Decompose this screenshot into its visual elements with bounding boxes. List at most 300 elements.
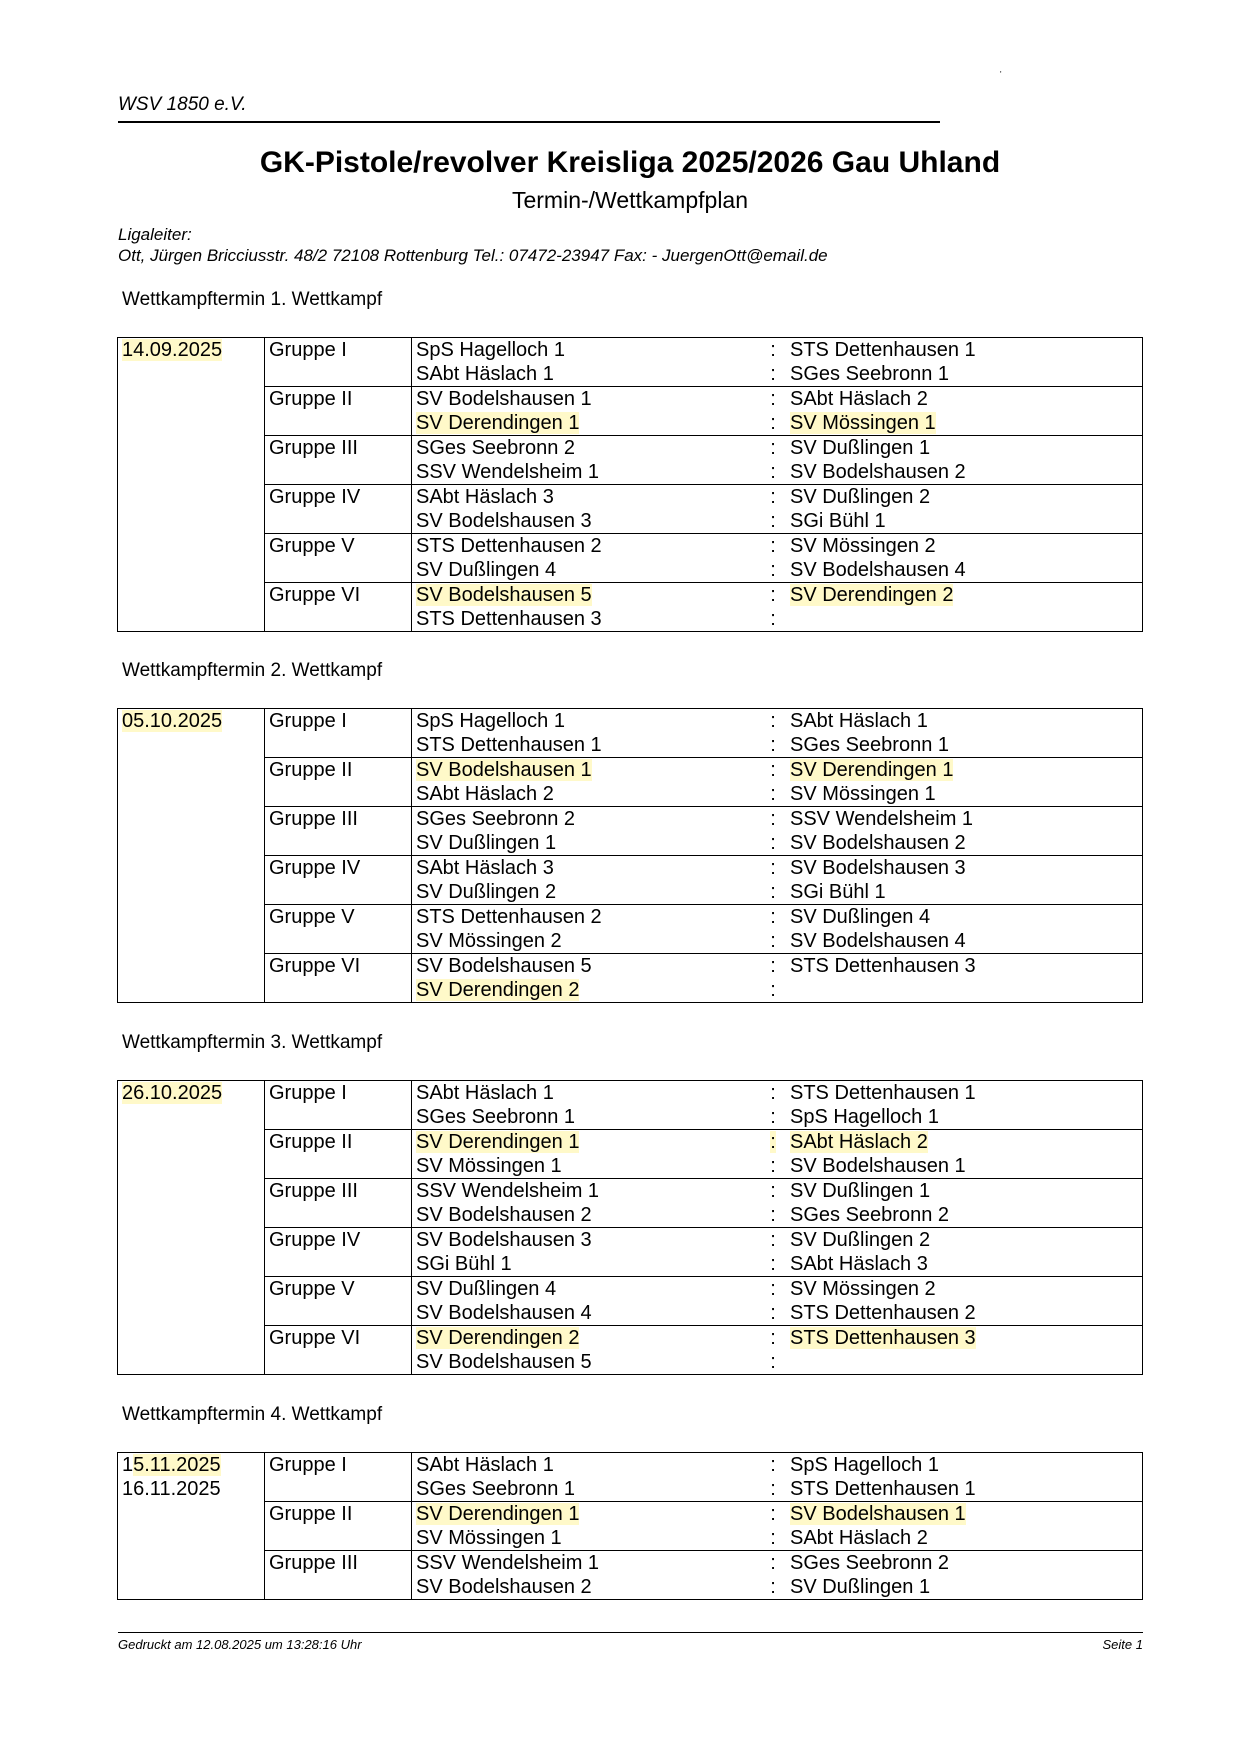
home-team-text: SAbt Häslach 2 <box>416 783 554 805</box>
group-name-text: Gruppe IV <box>269 857 361 879</box>
round-heading: Wettkampftermin 4. Wettkampf <box>122 1404 383 1425</box>
group-name <box>265 1228 412 1253</box>
table-row <box>118 362 1143 387</box>
match-separator-text: : <box>770 608 776 630</box>
table-row <box>118 1154 1143 1179</box>
group-name <box>265 856 412 881</box>
group-name <box>265 880 412 905</box>
table-row <box>118 1575 1143 1600</box>
match-separator <box>760 558 786 583</box>
home-team-text: SV Bodelshausen 2 <box>416 1576 592 1598</box>
table-row <box>118 1130 1143 1155</box>
away-team-text: STS Dettenhausen 3 <box>790 1327 976 1349</box>
table-row <box>118 1203 1143 1228</box>
away-team <box>786 905 1143 930</box>
match-date <box>118 709 265 1003</box>
group-name <box>265 978 412 1003</box>
away-team <box>786 1154 1143 1179</box>
away-team-text: SAbt Häslach 2 <box>790 388 928 410</box>
header-rule <box>118 121 940 123</box>
match-separator <box>760 856 786 881</box>
match-separator-text: : <box>770 1503 776 1525</box>
home-team-text: SV Dußlingen 1 <box>416 832 557 854</box>
date-text-highlight: 05.10.2025 <box>122 710 223 732</box>
home-team-text: SV Bodelshausen 5 <box>416 955 592 977</box>
group-name <box>265 509 412 534</box>
match-separator <box>760 1105 786 1130</box>
match-separator-text: : <box>770 808 776 830</box>
table-row <box>118 1551 1143 1576</box>
table-row <box>118 583 1143 608</box>
table-row <box>118 436 1143 461</box>
group-name-text: Gruppe III <box>269 437 358 459</box>
home-team <box>412 1301 761 1326</box>
home-team-text: SV Bodelshausen 5 <box>416 1351 592 1373</box>
away-team <box>786 411 1143 436</box>
match-separator <box>760 954 786 979</box>
home-team-text: SAbt Häslach 1 <box>416 1082 554 1104</box>
date-text-highlight: 5.11.2025 <box>133 1454 221 1476</box>
away-team <box>786 607 1143 632</box>
match-separator-text: : <box>770 1155 776 1177</box>
home-team <box>412 558 761 583</box>
table-row <box>118 485 1143 510</box>
schedule-table <box>117 1080 1143 1375</box>
away-team <box>786 1228 1143 1253</box>
home-team-text: SSV Wendelsheim 1 <box>416 1552 600 1574</box>
home-team-text: SGi Bühl 1 <box>416 1253 512 1275</box>
group-name-text: Gruppe V <box>269 906 355 928</box>
home-team-text: SAbt Häslach 3 <box>416 857 554 879</box>
match-separator <box>760 978 786 1003</box>
home-team <box>412 1326 761 1351</box>
match-separator-text: : <box>770 832 776 854</box>
group-name <box>265 1575 412 1600</box>
home-team <box>412 905 761 930</box>
away-team-text: SAbt Häslach 1 <box>790 710 928 732</box>
match-separator-text: : <box>770 1180 776 1202</box>
away-team-text: STS Dettenhausen 3 <box>790 955 976 977</box>
away-team <box>786 509 1143 534</box>
match-separator-text: : <box>770 1229 776 1251</box>
away-team <box>786 338 1143 363</box>
match-separator-text: : <box>770 979 776 1001</box>
group-name <box>265 1477 412 1502</box>
away-team <box>786 1179 1143 1204</box>
home-team-text: SGes Seebronn 1 <box>416 1106 575 1128</box>
away-team-text: SV Dußlingen 1 <box>790 1180 931 1202</box>
away-team <box>786 485 1143 510</box>
home-team <box>412 509 761 534</box>
away-team-text: SV Mössingen 2 <box>790 535 936 557</box>
home-team-text: SAbt Häslach 3 <box>416 486 554 508</box>
group-name <box>265 1081 412 1106</box>
home-team <box>412 1081 761 1106</box>
home-team <box>412 954 761 979</box>
away-team <box>786 558 1143 583</box>
table-row <box>118 1252 1143 1277</box>
match-separator <box>760 733 786 758</box>
home-team-text: STS Dettenhausen 2 <box>416 906 602 928</box>
round-heading: Wettkampftermin 3. Wettkampf <box>122 1032 383 1053</box>
group-name-text: Gruppe I <box>269 1454 347 1476</box>
match-separator-text: : <box>770 363 776 385</box>
match-separator-text: : <box>770 1302 776 1324</box>
home-team <box>412 534 761 559</box>
match-separator <box>760 362 786 387</box>
away-team-text: SV Dußlingen 1 <box>790 437 931 459</box>
match-date <box>118 338 265 632</box>
home-team <box>412 856 761 881</box>
group-name <box>265 1277 412 1302</box>
match-separator-text: : <box>770 510 776 532</box>
group-name <box>265 905 412 930</box>
away-team <box>786 709 1143 734</box>
table-row <box>118 856 1143 881</box>
away-team <box>786 362 1143 387</box>
away-team-text: SGes Seebronn 1 <box>790 363 949 385</box>
group-name <box>265 534 412 559</box>
away-team-text: SGes Seebronn 2 <box>790 1552 949 1574</box>
home-team <box>412 733 761 758</box>
footer-rule <box>118 1632 1143 1633</box>
home-team <box>412 460 761 485</box>
away-team <box>786 856 1143 881</box>
home-team <box>412 1453 761 1478</box>
match-separator-text: : <box>770 1131 776 1153</box>
match-separator <box>760 460 786 485</box>
table-row <box>118 929 1143 954</box>
home-team-text: SV Mössingen 1 <box>416 1527 562 1549</box>
match-separator <box>760 1526 786 1551</box>
group-name <box>265 338 412 363</box>
group-name <box>265 733 412 758</box>
match-separator <box>760 1179 786 1204</box>
home-team-text: SV Bodelshausen 2 <box>416 1204 592 1226</box>
group-name-text: Gruppe II <box>269 388 353 410</box>
home-team <box>412 1277 761 1302</box>
table-row <box>118 1526 1143 1551</box>
table-row <box>118 1301 1143 1326</box>
match-separator <box>760 1477 786 1502</box>
match-separator <box>760 338 786 363</box>
group-name <box>265 1350 412 1375</box>
home-team <box>412 929 761 954</box>
group-name <box>265 709 412 734</box>
home-team-text: SV Derendingen 1 <box>416 1503 580 1525</box>
schedule-table <box>117 1452 1143 1600</box>
table-row <box>118 758 1143 783</box>
away-team-text: SV Bodelshausen 1 <box>790 1503 966 1525</box>
group-name <box>265 1453 412 1478</box>
match-separator <box>760 583 786 608</box>
group-name-text: Gruppe II <box>269 1131 353 1153</box>
date-line <box>122 1081 264 1105</box>
away-team-text: SpS Hagelloch 1 <box>790 1106 939 1128</box>
match-separator <box>760 1130 786 1155</box>
away-team-text: SV Bodelshausen 1 <box>790 1155 966 1177</box>
table-row <box>118 1228 1143 1253</box>
table-row <box>118 978 1143 1003</box>
match-separator-text: : <box>770 1204 776 1226</box>
away-team-text: SV Bodelshausen 4 <box>790 930 966 952</box>
group-name <box>265 387 412 412</box>
home-team <box>412 1130 761 1155</box>
away-team <box>786 1477 1143 1502</box>
home-team <box>412 1350 761 1375</box>
group-name <box>265 1105 412 1130</box>
match-separator <box>760 436 786 461</box>
table-row <box>118 387 1143 412</box>
home-team <box>412 1551 761 1576</box>
table-row <box>118 733 1143 758</box>
away-team-text: SV Derendingen 1 <box>790 759 954 781</box>
page-number: Seite 1 <box>1102 1637 1143 1652</box>
away-team <box>786 929 1143 954</box>
match-separator-text: : <box>770 759 776 781</box>
table-row <box>118 1326 1143 1351</box>
schedule-table <box>117 708 1143 1003</box>
away-team <box>786 1130 1143 1155</box>
group-name <box>265 1551 412 1576</box>
away-team <box>786 978 1143 1003</box>
away-team <box>786 1502 1143 1527</box>
table-row <box>118 1179 1143 1204</box>
away-team-text: STS Dettenhausen 1 <box>790 1082 976 1104</box>
table-row <box>118 1105 1143 1130</box>
match-separator-text: : <box>770 535 776 557</box>
table-row <box>118 1477 1143 1502</box>
match-separator <box>760 1081 786 1106</box>
away-team-text: SpS Hagelloch 1 <box>790 1454 939 1476</box>
table-row <box>118 709 1143 734</box>
match-separator <box>760 485 786 510</box>
match-separator <box>760 1301 786 1326</box>
match-separator <box>760 1277 786 1302</box>
group-name <box>265 411 412 436</box>
away-team <box>786 1081 1143 1106</box>
match-separator-text: : <box>770 1106 776 1128</box>
stray-mark: ' <box>1000 70 1002 79</box>
away-team-text: SV Dußlingen 2 <box>790 486 931 508</box>
home-team-text: SAbt Häslach 1 <box>416 1454 554 1476</box>
home-team <box>412 583 761 608</box>
group-name <box>265 1526 412 1551</box>
group-name <box>265 485 412 510</box>
match-separator-text: : <box>770 461 776 483</box>
table-row <box>118 558 1143 583</box>
home-team-text: SV Bodelshausen 4 <box>416 1302 592 1324</box>
home-team <box>412 1105 761 1130</box>
group-name <box>265 831 412 856</box>
group-name <box>265 436 412 461</box>
home-team <box>412 1575 761 1600</box>
group-name-text: Gruppe III <box>269 808 358 830</box>
group-name-text: Gruppe I <box>269 339 347 361</box>
home-team-text: SV Derendingen 2 <box>416 1327 580 1349</box>
table-row <box>118 905 1143 930</box>
group-name <box>265 954 412 979</box>
home-team-text: STS Dettenhausen 1 <box>416 734 602 756</box>
match-separator-text: : <box>770 1327 776 1349</box>
match-separator-text: : <box>770 1576 776 1598</box>
home-team <box>412 387 761 412</box>
group-name <box>265 460 412 485</box>
away-team <box>786 583 1143 608</box>
home-team <box>412 880 761 905</box>
round-heading: Wettkampftermin 1. Wettkampf <box>122 289 383 310</box>
away-team-text: SGes Seebronn 1 <box>790 734 949 756</box>
match-separator-text: : <box>770 1478 776 1500</box>
home-team <box>412 978 761 1003</box>
group-name-text: Gruppe IV <box>269 1229 361 1251</box>
group-name <box>265 583 412 608</box>
home-team-text: SpS Hagelloch 1 <box>416 710 565 732</box>
match-separator <box>760 1154 786 1179</box>
home-team <box>412 1154 761 1179</box>
table-row <box>118 880 1143 905</box>
match-separator-text: : <box>770 1527 776 1549</box>
table-row <box>118 338 1143 363</box>
match-separator <box>760 709 786 734</box>
group-name-text: Gruppe VI <box>269 584 361 606</box>
match-separator-text: : <box>770 1454 776 1476</box>
table-row <box>118 1277 1143 1302</box>
match-separator <box>760 1350 786 1375</box>
home-team-text: SpS Hagelloch 1 <box>416 339 565 361</box>
date-line <box>122 1453 264 1477</box>
home-team-text: SV Dußlingen 4 <box>416 559 557 581</box>
match-separator <box>760 1228 786 1253</box>
home-team-text: SGes Seebronn 2 <box>416 808 575 830</box>
table-row <box>118 534 1143 559</box>
away-team <box>786 1277 1143 1302</box>
group-name-text: Gruppe III <box>269 1552 358 1574</box>
match-separator <box>760 905 786 930</box>
away-team <box>786 1301 1143 1326</box>
match-separator <box>760 1252 786 1277</box>
home-team-text: SGes Seebronn 1 <box>416 1478 575 1500</box>
date-text-highlight: 14.09.2025 <box>122 339 223 361</box>
table-row <box>118 460 1143 485</box>
schedule-table <box>117 337 1143 632</box>
match-separator <box>760 387 786 412</box>
home-team <box>412 411 761 436</box>
group-name-text: Gruppe I <box>269 710 347 732</box>
group-name-text: Gruppe VI <box>269 1327 361 1349</box>
match-separator <box>760 1551 786 1576</box>
home-team <box>412 607 761 632</box>
away-team <box>786 954 1143 979</box>
away-team-text: SAbt Häslach 3 <box>790 1253 928 1275</box>
away-team-text: SV Bodelshausen 4 <box>790 559 966 581</box>
match-separator-text: : <box>770 710 776 732</box>
match-separator-text: : <box>770 437 776 459</box>
match-date <box>118 1453 265 1600</box>
round-heading: Wettkampftermin 2. Wettkampf <box>122 660 383 681</box>
away-team <box>786 758 1143 783</box>
group-name <box>265 607 412 632</box>
home-team <box>412 758 761 783</box>
home-team-text: STS Dettenhausen 3 <box>416 608 602 630</box>
match-separator <box>760 1502 786 1527</box>
group-name <box>265 1179 412 1204</box>
match-separator <box>760 1575 786 1600</box>
home-team <box>412 807 761 832</box>
organization-name: WSV 1850 e.V. <box>118 94 247 115</box>
home-team-text: SV Mössingen 1 <box>416 1155 562 1177</box>
group-name-text: Gruppe IV <box>269 486 361 508</box>
page-title: GK-Pistole/revolver Kreisliga 2025/2026 Gau Uhland <box>259 146 1001 179</box>
match-separator <box>760 509 786 534</box>
table-row <box>118 509 1143 534</box>
away-team <box>786 880 1143 905</box>
group-name <box>265 558 412 583</box>
group-name <box>265 1326 412 1351</box>
away-team-text: SV Dußlingen 2 <box>790 1229 931 1251</box>
match-separator-text: : <box>770 881 776 903</box>
away-team <box>786 460 1143 485</box>
home-team-text: SV Derendingen 1 <box>416 412 580 434</box>
date-text: 16.11.2025 <box>122 1478 221 1500</box>
group-name <box>265 1252 412 1277</box>
group-name-text: Gruppe II <box>269 1503 353 1525</box>
home-team-text: SGes Seebronn 2 <box>416 437 575 459</box>
match-separator-text: : <box>770 1253 776 1275</box>
away-team-text: SV Mössingen 1 <box>790 412 936 434</box>
match-separator <box>760 1453 786 1478</box>
match-separator-text: : <box>770 412 776 434</box>
home-team <box>412 436 761 461</box>
match-separator-text: : <box>770 783 776 805</box>
date-line <box>122 1477 264 1501</box>
group-name <box>265 1502 412 1527</box>
home-team-text: SAbt Häslach 1 <box>416 363 554 385</box>
match-separator-text: : <box>770 1552 776 1574</box>
away-team-text: SGi Bühl 1 <box>790 510 886 532</box>
home-team-text: SV Bodelshausen 5 <box>416 584 592 606</box>
home-team <box>412 1203 761 1228</box>
match-separator-text: : <box>770 906 776 928</box>
away-team-text: SAbt Häslach 2 <box>790 1527 928 1549</box>
away-team-text: SSV Wendelsheim 1 <box>790 808 974 830</box>
group-name-text: Gruppe VI <box>269 955 361 977</box>
away-team <box>786 1203 1143 1228</box>
home-team <box>412 709 761 734</box>
table-row <box>118 1350 1143 1375</box>
away-team <box>786 534 1143 559</box>
table-row <box>118 411 1143 436</box>
group-name <box>265 1154 412 1179</box>
table-row <box>118 1502 1143 1527</box>
match-separator-text: : <box>770 930 776 952</box>
home-team <box>412 485 761 510</box>
home-team-text: SV Bodelshausen 3 <box>416 510 592 532</box>
away-team <box>786 387 1143 412</box>
ligaleiter-contact: Ott, Jürgen Bricciusstr. 48/2 72108 Rottenburg Tel.: 07472-23947 Fax: - JuergenOtt@email.de <box>118 246 828 265</box>
match-separator <box>760 807 786 832</box>
match-separator <box>760 1203 786 1228</box>
away-team-text: SGes Seebronn 2 <box>790 1204 949 1226</box>
match-separator <box>760 929 786 954</box>
away-team-text: SV Bodelshausen 2 <box>790 461 966 483</box>
match-separator-text: : <box>770 857 776 879</box>
away-team-text: SV Mössingen 2 <box>790 1278 936 1300</box>
away-team <box>786 1252 1143 1277</box>
date-text: 1 <box>122 1454 134 1476</box>
table-row <box>118 1081 1143 1106</box>
match-separator <box>760 782 786 807</box>
